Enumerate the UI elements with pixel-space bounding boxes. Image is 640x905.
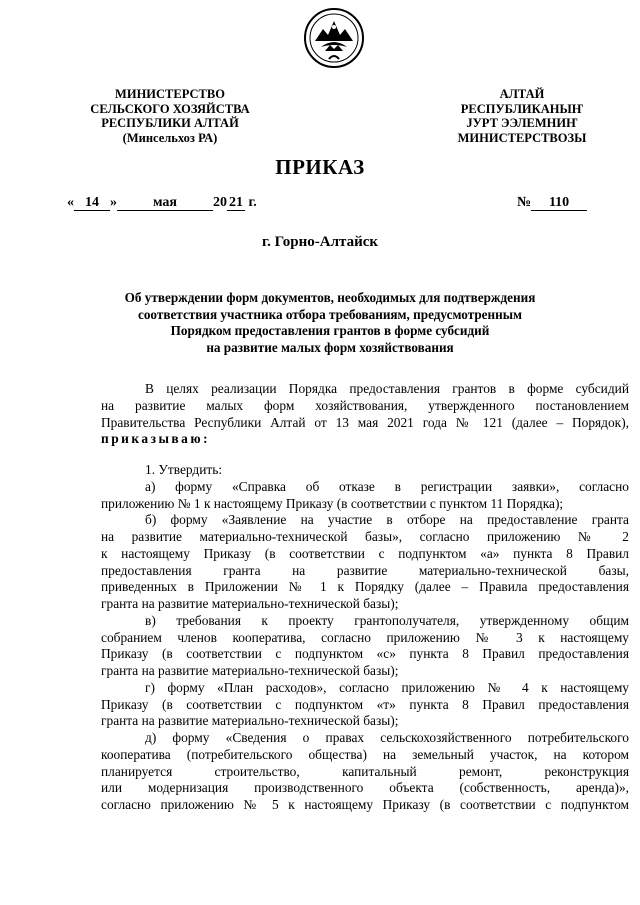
org-right-line: АЛТАЙ xyxy=(499,87,545,101)
preamble-line: В целях реализации Порядка предоставления грантов в форме субсидий xyxy=(145,381,629,396)
republic-altai-emblem-icon xyxy=(303,7,365,69)
city-line: г. Горно-Алтайск xyxy=(261,234,379,250)
order-body xyxy=(101,381,629,814)
date-day: 14 xyxy=(74,195,110,211)
org-left-line: РЕСПУБЛИКИ АЛТАЙ xyxy=(101,116,239,130)
date-year-prefix: 20 xyxy=(213,195,227,210)
number-value: 110 xyxy=(531,195,587,211)
item-d-line: кооператива (потребительского общества) на земельный участок, на котором xyxy=(101,746,629,762)
org-right-line: РЕСПУБЛИКАНЫҤ xyxy=(460,101,584,116)
subject-line: на развитие малых форм хозяйствования xyxy=(206,339,454,355)
item-d-line: д) форму «Сведения о правах сельскохозяйственного потребительского xyxy=(145,730,629,745)
item-a-line: а) форму «Справка об отказе в регистрации заявки», согласно xyxy=(145,478,629,494)
ministry-name-russian xyxy=(70,87,270,145)
subject-line: соответствия участника отбора требованиям, предусмотренным xyxy=(137,306,522,322)
item-d-line: согласно приложению № 5 к настоящему Приказу (в соответствии с подпунктом xyxy=(101,797,629,812)
item-g-line: гранта на развитие материально-технической базы); xyxy=(101,713,399,729)
item-b-line: к настоящему Приказу (в соответствии с подпунктом «а» пункта 8 Правил xyxy=(101,545,629,561)
preamble-line: на развитие малых форм хозяйствования, утвержденного постановлением xyxy=(101,397,629,413)
item-v-line: в) требования к проекту грантополучателя, утвержденному общим xyxy=(145,612,629,628)
org-right-line: ЈУРТ ЭЭЛЕМНИҤ xyxy=(466,116,578,130)
order-date xyxy=(67,195,257,211)
item-v-line: собранием членов кооператива, согласно приложению № 3 к настоящему xyxy=(101,629,629,645)
date-year-suffix: 21 xyxy=(229,195,243,210)
date-close-quote: » xyxy=(110,195,117,210)
number-label: № xyxy=(517,195,532,210)
item-a-line: приложению № 1 к настоящему Приказу (в соответствии с пунктом 11 Порядка); xyxy=(101,495,564,511)
item-g-line: Приказу (в соответствии с подпунктом «т» пункта 8 Правил предоставления xyxy=(101,696,629,712)
item-v-line: гранта на развитие материально-технической базы); xyxy=(101,663,399,678)
item-b-line: предоставления гранта на развитие материально-технической базы, xyxy=(101,562,629,578)
org-left-line: СЕЛЬСКОГО ХОЗЯЙСТВА xyxy=(90,101,250,116)
document-title: ПРИКАЗ xyxy=(275,155,365,179)
item-d-line: или модернизация производственного объекта (собственность, аренда)», xyxy=(101,780,629,796)
item-b-line: б) форму «Заявление на участие в отборе на предоставление гранта xyxy=(145,512,629,528)
item-b-line: гранта на развитие материально-технической базы); xyxy=(101,596,399,611)
subject-line: Об утверждении форм документов, необходимых для подтверждения xyxy=(124,290,536,305)
item-d-line: планируется строительство, капитальный ремонт, реконструкция xyxy=(101,763,629,779)
date-month: мая xyxy=(117,195,213,211)
item-b-line: приведенных в Приложении № 1 к Порядку (далее – Правила предоставления xyxy=(101,579,629,595)
preamble-line: Правительства Республики Алтай от 13 мая 2021 года № 121 (далее – Порядок), xyxy=(101,414,629,430)
item-g-line: г) форму «План расходов», согласно приложению № 4 к настоящему xyxy=(145,679,629,695)
order-word: приказываю: xyxy=(101,431,211,447)
item-1: 1. Утвердить: xyxy=(145,462,223,477)
subject-line: Порядком предоставления грантов в форме субсидий xyxy=(170,323,490,339)
date-open-quote: « xyxy=(67,195,74,210)
org-left-line: (Минсельхоз РА) xyxy=(122,130,218,145)
order-number xyxy=(517,195,587,211)
date-year-unit: г. xyxy=(248,195,257,210)
item-v-line: Приказу (в соответствии с подпунктом «с» пункта 8 Правил предоставления xyxy=(101,646,629,662)
order-subject xyxy=(100,290,560,356)
ministry-name-altai xyxy=(437,87,607,145)
item-b-line: на развитие материально-технической базы», согласно приложению № 2 xyxy=(101,529,629,544)
org-left-line: МИНИСТЕРСТВО xyxy=(115,87,225,101)
org-right-line: МИНИСТЕРСТВОЗЫ xyxy=(457,130,587,145)
